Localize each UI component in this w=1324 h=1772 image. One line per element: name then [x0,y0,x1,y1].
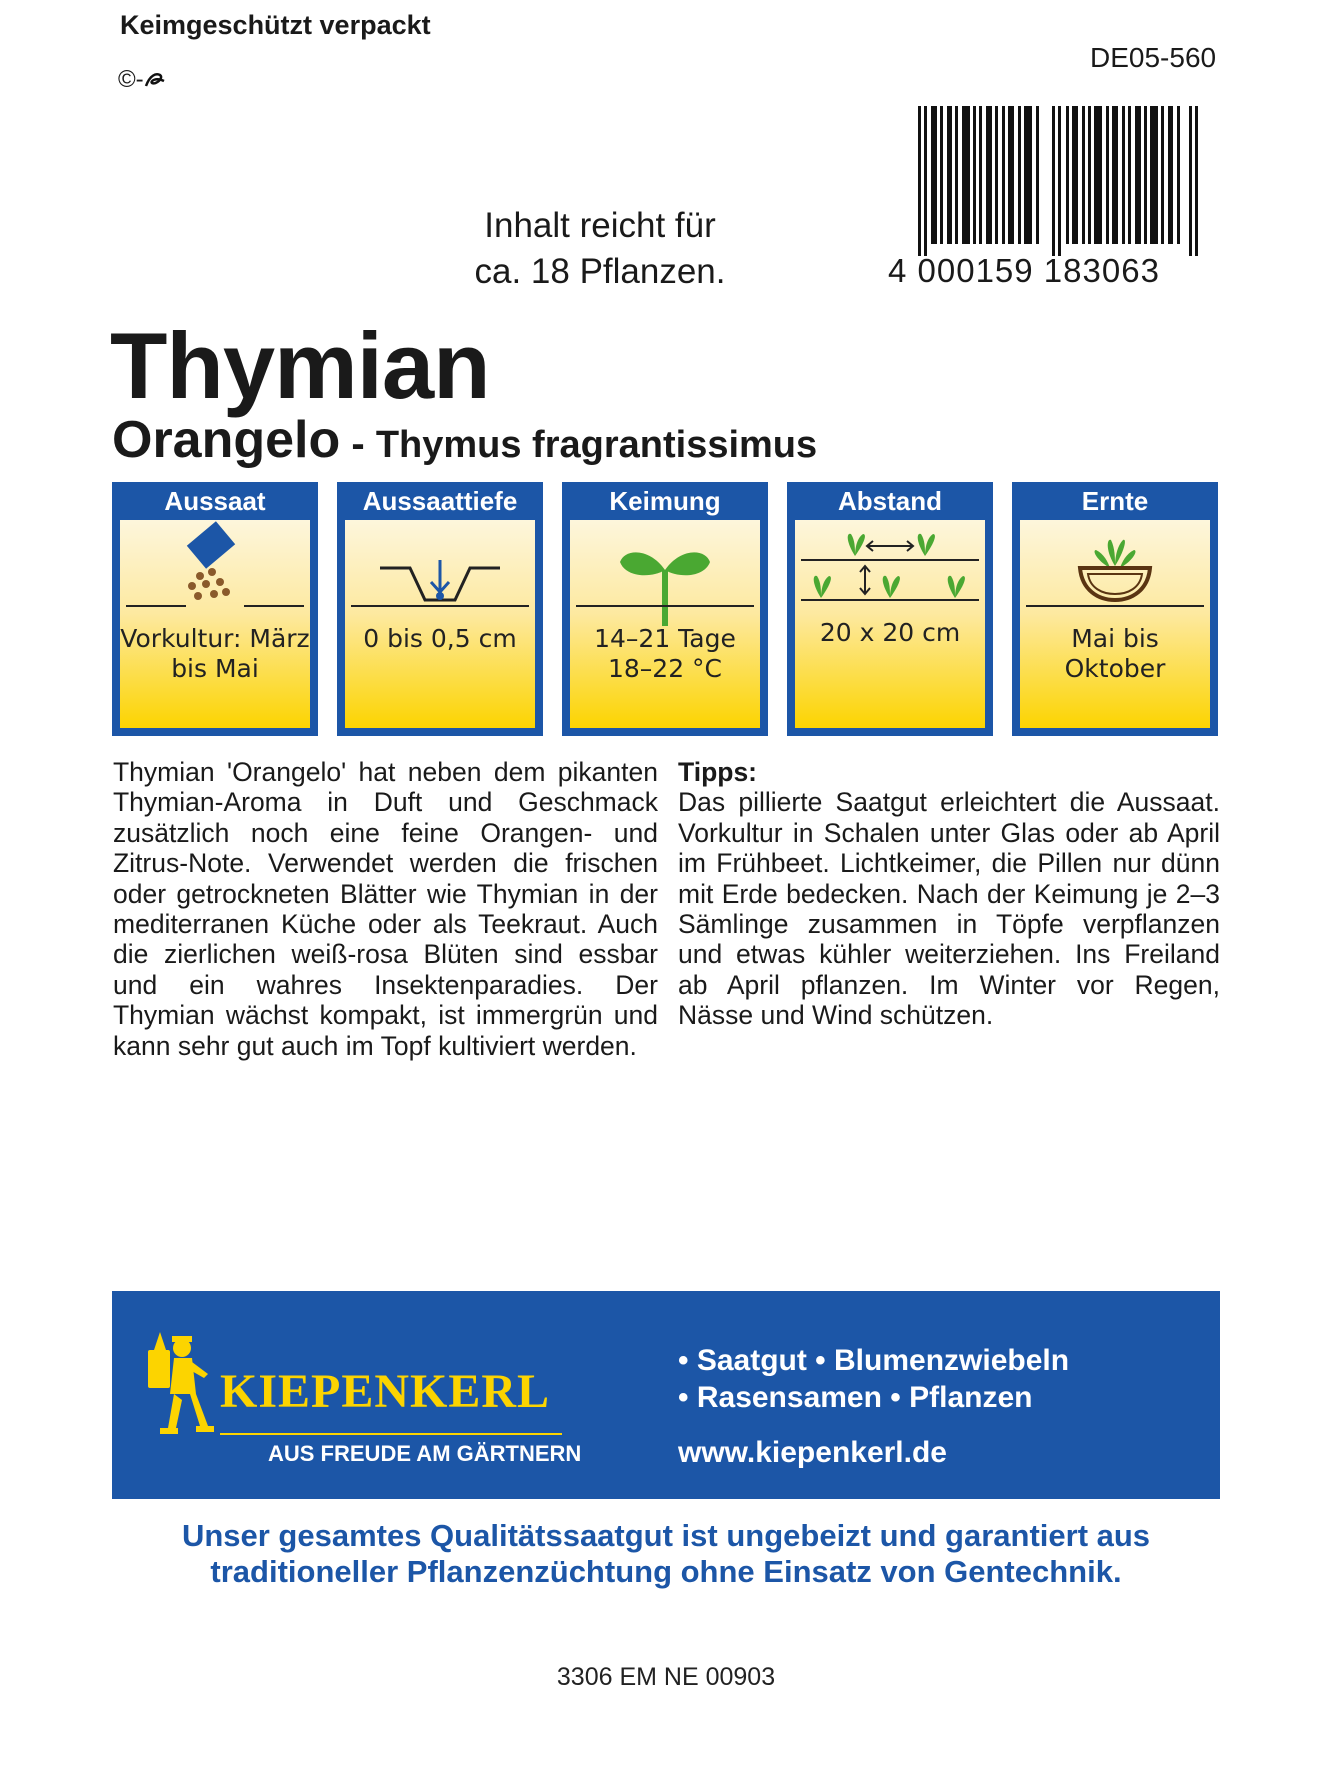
panel-heading: Ernte [1081,486,1149,516]
spacing-icon [795,520,985,610]
panel-aussaat [112,482,318,736]
panel-text [570,624,760,684]
subtitle-separator: - [340,422,376,466]
panel-text-line1: 20 x 20 cm [819,618,961,647]
variety-name: Orangelo [112,411,341,469]
panel-text-line2: 18–22 °C [607,654,723,683]
tips-text: Das pillierte Saatgut erleichtert die Aussaat. Vorkultur in Schalen unter Glas oder ab April im Frühbeet. Lichtkeimer, die Pillen nur dünn mit Erde bedecken. Nach der Keimung je 2–3 Sämlinge zusammen in Töpfe verpflanzen und etwas kühler weiterziehen. Ins Freiland ab April pflanzen. Im Winter vor Regen, Nässe und Wind schützen. [678,787,1220,1031]
latin-name: Thymus fragrantissimus [375,424,818,466]
barcode-digits: 4 000159 183063 [888,252,1160,289]
barcode [918,106,1198,256]
panel-heading: Abstand [838,486,942,516]
tips-section [678,757,1220,1031]
panel-abstand [787,482,993,736]
soil-line [126,605,186,607]
content-note-line1: Inhalt reicht für [484,206,716,245]
quality-guarantee [112,1518,1220,1590]
content-note-line2: ca. 18 Pflanzen. [474,252,726,291]
signature-icon [144,71,166,89]
product-description: Thymian 'Orangelo' hat neben dem pikanten Thymian-Aroma in Duft und Geschmack zusätzlich noch eine feine Orangen- und Zitrus-Note. Verwendet werden die frischen oder getrockneten Blätter wie Thymian in der mediterranen Küche oder als Teekraut. Auch die zierlichen weiß-rosa Blüten sind essbar und ein wahres Insektenparadies. Der Thymian wächst kompakt, ist immergrün und kann sehr gut auch im Topf kultiviert werden. [113,757,658,1061]
top-note: Keimgeschützt verpackt [120,10,431,40]
panel-text-line1: 0 bis 0,5 cm [363,624,517,653]
brand-website-link[interactable]: www.kiepenkerl.de [678,1436,947,1469]
soil-line [351,605,529,607]
panel-text [795,618,985,648]
soil-line [244,605,304,607]
product-title: Thymian [110,313,490,418]
panel-heading: Aussaattiefe [362,486,518,516]
brand-slogan: AUS FREUDE AM GÄRTNERN [268,1441,582,1466]
article-number: DE05-560 [1090,42,1217,73]
panel-heading: Keimung [609,486,721,516]
panel-text-line1: 14–21 Tage [594,624,736,653]
panel-text-line1: Vorkultur: März [120,624,310,653]
seedling-icon [570,520,760,630]
seed-packet-icon [120,520,310,610]
mascot-logo-icon [146,1328,218,1440]
soil-line [1026,605,1204,607]
tips-heading: Tipps: [678,757,758,787]
guarantee-line2: traditioneller Pflanzenzüchtung ohne Einsatz von Gentechnik. [210,1554,1122,1589]
content-note [440,203,760,295]
panel-text-line2: bis Mai [171,654,259,683]
panel-ernte [1012,482,1218,736]
panel-heading: Aussaat [164,486,266,516]
copyright-mark [118,66,166,94]
copyright-text: ©- [118,66,144,93]
brand-divider [220,1433,562,1435]
brand-products-line1: • Saatgut • Blumenzwiebeln [678,1344,1070,1377]
panel-text-line2: Oktober [1064,654,1166,683]
panel-keimung [562,482,768,736]
panel-aussaattiefe [337,482,543,736]
harvest-bowl-icon [1020,520,1210,610]
brand-products-line2: • Rasensamen • Pflanzen [678,1381,1033,1414]
panel-text [345,624,535,654]
footer-code: 3306 EM NE 00903 [556,1663,776,1691]
guarantee-line1: Unser gesamtes Qualitätssaatgut ist ungebeizt und garantiert aus [181,1518,1151,1553]
product-subtitle [112,410,817,470]
panel-text-line1: Mai bis [1071,624,1159,653]
sowing-depth-icon [345,520,535,610]
panel-text [1020,624,1210,684]
soil-line [576,605,754,607]
brand-logo-wordmark: KIEPENKERL [220,1365,551,1418]
panel-text [120,624,310,684]
